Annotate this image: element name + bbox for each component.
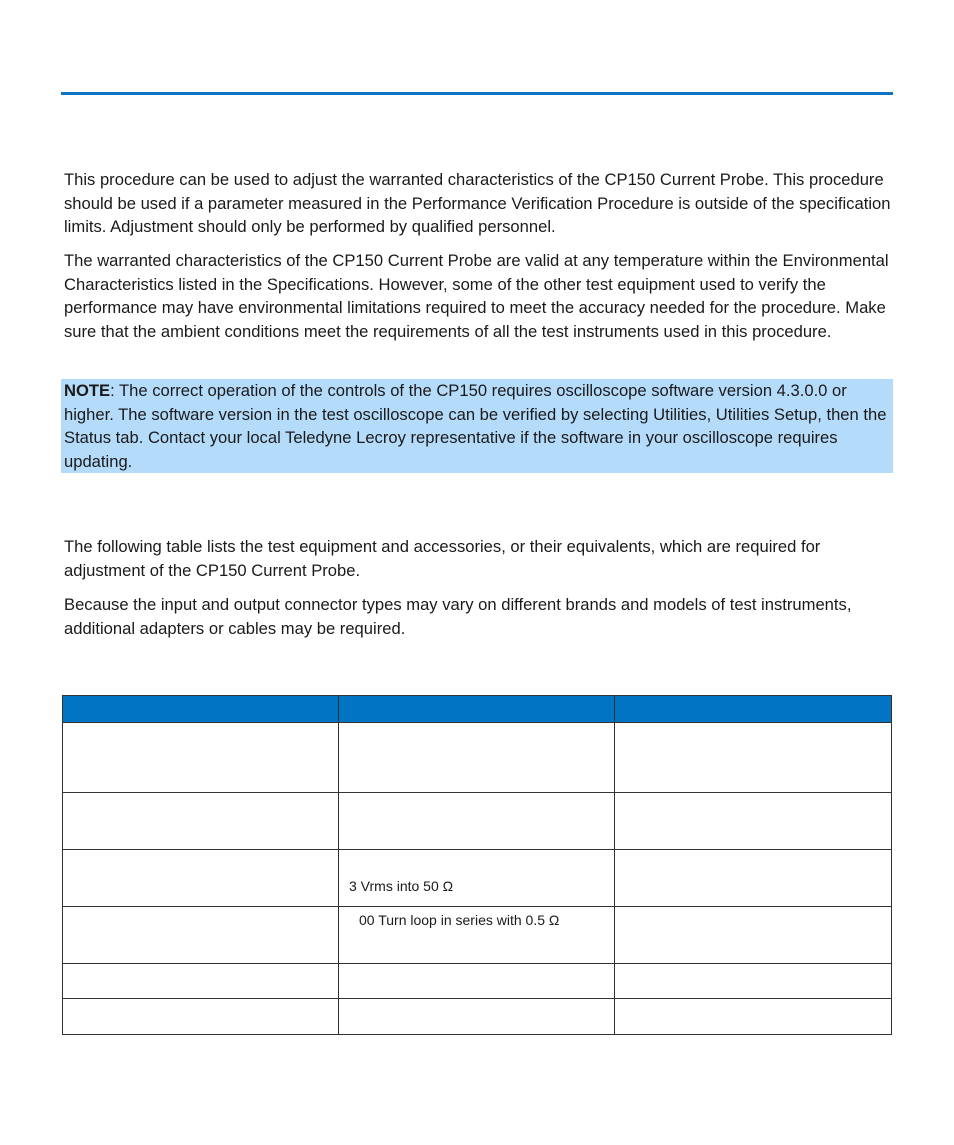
table-row — [63, 999, 892, 1035]
test-equipment-table — [62, 695, 892, 1035]
table-cell — [615, 907, 892, 964]
table-header-cell — [615, 696, 892, 723]
table-cell — [339, 999, 615, 1035]
turn-loop-text: 00 Turn loop in series with 0.5 Ω — [359, 912, 560, 928]
table-header-row — [63, 696, 892, 723]
note-callout — [61, 379, 893, 473]
table-row — [63, 793, 892, 850]
table-cell — [63, 793, 339, 850]
table-row — [63, 964, 892, 999]
signal-level-text: 3 Vrms into 50 Ω — [349, 878, 454, 894]
note-text — [64, 379, 890, 473]
table-cell — [615, 999, 892, 1035]
table-cell — [615, 964, 892, 999]
table-header-cell — [339, 696, 615, 723]
table-cell — [615, 793, 892, 850]
table-row — [63, 723, 892, 793]
table-cell — [63, 999, 339, 1035]
table-cell — [339, 793, 615, 850]
table-cell — [339, 964, 615, 999]
table-cell — [339, 850, 615, 907]
table-row — [63, 907, 892, 964]
table-cell — [63, 723, 339, 793]
table-cell — [615, 850, 892, 907]
equipment-intro-paragraph: The following table lists the test equipment and accessories, or their equivalents, which are required for adjustment of the CP150 Current Probe. — [64, 537, 821, 580]
note-body: : The correct operation of the controls of the CP150 requires oscilloscope software version 4.3.0.0 or higher. The software version in the test oscilloscope can be verified by selecting Utilities, Utilities Setup, then the Status tab. Contact your local Teledyne Lecroy representative if the software in your oscilloscope requires updating. — [64, 381, 887, 471]
table-cell — [63, 964, 339, 999]
header-rule — [61, 92, 893, 95]
table-cell — [339, 723, 615, 793]
table-cell — [339, 907, 615, 964]
table-cell — [615, 723, 892, 793]
table-cell — [63, 850, 339, 907]
intro-paragraph: This procedure can be used to adjust the warranted characteristics of the CP150 Current Probe. This procedure should be used if a parameter measured in the Performance Verification Procedure is outside of the specification limits. Adjustment should only be performed by qualified personnel. — [64, 170, 891, 236]
table-header-cell — [63, 696, 339, 723]
table-cell — [63, 907, 339, 964]
note-label: NOTE — [64, 381, 111, 400]
adapters-paragraph: Because the input and output connector types may vary on different brands and models of test instruments, additional adapters or cables may be required. — [64, 595, 852, 638]
table-row — [63, 850, 892, 907]
environment-paragraph: The warranted characteristics of the CP150 Current Probe are valid at any temperature within the Environmental Characteristics listed in the Specifications. However, some of the other test equipment used to verify the performance may have environmental limitations required to meet the accuracy needed for the procedure. Make sure that the ambient conditions meet the requirements of all the test instruments used in this procedure. — [64, 251, 889, 341]
